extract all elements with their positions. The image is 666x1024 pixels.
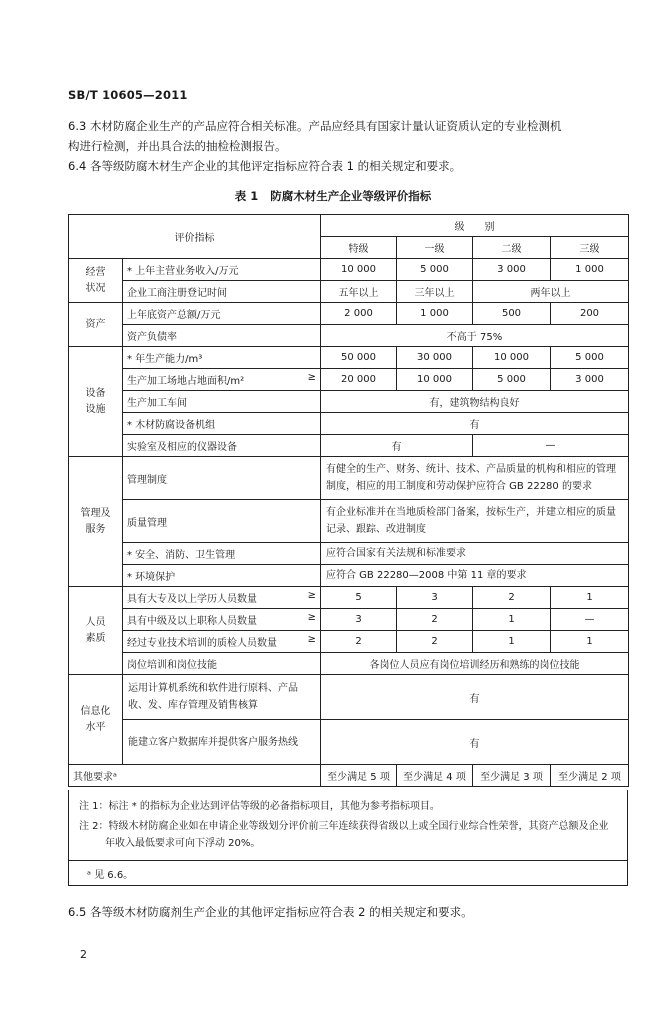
indicator-label: * 环境保护 bbox=[123, 565, 321, 587]
value-cell: 应符合 GB 22280—2008 中第 11 章的要求 bbox=[321, 565, 629, 587]
indicator-label: 质量管理 bbox=[123, 500, 321, 543]
value-cell: 五年以上 bbox=[321, 281, 397, 303]
group-informatization: 信息化 水平 bbox=[69, 675, 123, 765]
header-grade-3: 三级 bbox=[551, 237, 629, 259]
value-cell: 500 bbox=[473, 303, 551, 325]
value-cell: 3 bbox=[397, 587, 473, 609]
paragraph-6-4 bbox=[68, 156, 628, 176]
paragraph-text: 木材防腐企业生产的产品应符合相关标准。产品应经具有国家计量认证资质认定的专业检测机 bbox=[90, 119, 562, 133]
group-assets: 资产 bbox=[69, 303, 123, 347]
header-level: 级 别 bbox=[321, 215, 629, 237]
paragraph-6-3 bbox=[68, 116, 628, 156]
indicator-label: 运用计算机系统和软件进行原料、产品收、发、库存管理及销售核算 bbox=[123, 675, 321, 720]
page-number: 2 bbox=[80, 948, 87, 961]
indicator-label: 能建立客户数据库并提供客户服务热线 bbox=[123, 720, 321, 765]
value-cell: — bbox=[551, 609, 629, 631]
value-cell: 5 000 bbox=[551, 347, 629, 369]
value-cell: 200 bbox=[551, 303, 629, 325]
group-personnel: 人员 素质 bbox=[69, 587, 123, 675]
group-management: 管理及 服务 bbox=[69, 457, 123, 587]
value-cell: 应符合国家有关法规和标准要求 bbox=[321, 543, 629, 565]
header-grade-2: 二级 bbox=[473, 237, 551, 259]
value-cell: 两年以上 bbox=[473, 281, 629, 303]
value-cell: 5 bbox=[321, 587, 397, 609]
clause-number: 6.5 bbox=[68, 905, 87, 919]
indicator-label: 具有大专及以上学历人员数量 ≥ bbox=[123, 587, 321, 609]
value-cell: 1 bbox=[551, 631, 629, 653]
indicator-label: 实验室及相应的仪器设备 bbox=[123, 435, 321, 457]
value-cell: 2 000 bbox=[321, 303, 397, 325]
table-number: 表 1 bbox=[234, 189, 259, 203]
indicator-label-other-requirements: 其他要求ᵃ bbox=[69, 765, 321, 787]
value-cell: 20 000 bbox=[321, 369, 397, 391]
footnote-divider bbox=[69, 860, 627, 861]
indicator-label: 生产加工车间 bbox=[123, 391, 321, 413]
value-cell: 50 000 bbox=[321, 347, 397, 369]
value-cell: 10 000 bbox=[397, 369, 473, 391]
clause-number: 6.3 bbox=[68, 119, 87, 133]
indicator-label: 上年底资产总额/万元 bbox=[123, 303, 321, 325]
value-cell: 有 bbox=[321, 413, 629, 435]
value-cell: 有，建筑物结构良好 bbox=[321, 391, 629, 413]
indicator-label: 企业工商注册登记时间 bbox=[123, 281, 321, 303]
value-cell: 1 000 bbox=[397, 303, 473, 325]
header-indicator: 评价指标 bbox=[69, 215, 321, 259]
indicator-label: 生产加工场地占地面积/m² ≥ bbox=[123, 369, 321, 391]
table-caption bbox=[0, 188, 666, 204]
indicator-label: 资产负债率 bbox=[123, 325, 321, 347]
group-business: 经营 状况 bbox=[69, 259, 123, 303]
value-cell: 至少满足 4 项 bbox=[397, 765, 473, 787]
standard-number-header: SB/T 10605—2011 bbox=[68, 88, 188, 102]
table-notes bbox=[68, 790, 628, 886]
value-cell: 至少满足 3 项 bbox=[473, 765, 551, 787]
value-cell: 2 bbox=[397, 609, 473, 631]
paragraph-text: 各等级木材防腐剂生产企业的其他评定指标应符合表 2 的相关规定和要求。 bbox=[90, 905, 473, 919]
header-grade-special: 特级 bbox=[321, 237, 397, 259]
value-cell: 2 bbox=[473, 587, 551, 609]
value-cell: 10 000 bbox=[321, 259, 397, 281]
table-footnote: ᵃ 见 6.6。 bbox=[87, 870, 134, 881]
indicator-label: * 上年主营业务收入/万元 bbox=[123, 259, 321, 281]
indicator-label: * 木材防腐设备机组 bbox=[123, 413, 321, 435]
value-cell: 5 000 bbox=[473, 369, 551, 391]
value-cell: 2 bbox=[397, 631, 473, 653]
value-cell: 3 000 bbox=[473, 259, 551, 281]
paragraph-text: 各等级防腐木材生产企业的其他评定指标应符合表 1 的相关规定和要求。 bbox=[90, 159, 462, 173]
indicator-label: 具有中级及以上职称人员数量 ≥ bbox=[123, 609, 321, 631]
indicator-label: 管理制度 bbox=[123, 457, 321, 500]
value-cell: 30 000 bbox=[397, 347, 473, 369]
value-cell: 10 000 bbox=[473, 347, 551, 369]
value-cell: 5 000 bbox=[397, 259, 473, 281]
indicator-label: 岗位培训和岗位技能 bbox=[123, 653, 321, 675]
value-cell: 至少满足 5 项 bbox=[321, 765, 397, 787]
header-grade-1: 一级 bbox=[397, 237, 473, 259]
group-equipment: 设备 设施 bbox=[69, 347, 123, 457]
value-cell: 不高于 75% bbox=[321, 325, 629, 347]
paragraph-6-5 bbox=[68, 902, 628, 922]
value-cell: 各岗位人员应有岗位培训经历和熟练的岗位技能 bbox=[321, 653, 629, 675]
value-cell: 有 bbox=[321, 435, 473, 457]
indicator-label: * 安全、消防、卫生管理 bbox=[123, 543, 321, 565]
value-cell: 至少满足 2 项 bbox=[551, 765, 629, 787]
value-cell: 三年以上 bbox=[397, 281, 473, 303]
value-cell: 有 bbox=[321, 675, 629, 720]
paragraph-text-continued: 构进行检测，并出具合法的抽检检测报告。 bbox=[68, 139, 287, 153]
table-note-1: 注 1：标注 * 的指标为企业达到评估等级的必备指标项目，其他为参考指标项目。 bbox=[79, 801, 440, 812]
indicator-label: * 年生产能力/m³ bbox=[123, 347, 321, 369]
value-cell: 3 000 bbox=[551, 369, 629, 391]
value-cell: 有健全的生产、财务、统计、技术、产品质量的机构和相应的管理制度，相应的用工制度和劳动保护应符合 GB 22280 的要求 bbox=[321, 457, 629, 500]
value-cell: 有 bbox=[321, 720, 629, 765]
grading-table bbox=[68, 214, 629, 787]
clause-number: 6.4 bbox=[68, 159, 87, 173]
value-cell: 1 bbox=[473, 631, 551, 653]
table-note-2: 注 2：特级木材防腐企业如在申请企业等级划分评价前三年连续获得省级以上或全国行业综合性荣誉，其资产总额及企业年收入最低要求可向下浮动 20%。 bbox=[79, 821, 609, 849]
value-cell: 有企业标准并在当地质检部门备案，按标生产，并建立相应的质量记录、跟踪、改进制度 bbox=[321, 500, 629, 543]
indicator-label: 经过专业技术培训的质检人员数量 ≥ bbox=[123, 631, 321, 653]
value-cell: 2 bbox=[321, 631, 397, 653]
value-cell: 1 bbox=[551, 587, 629, 609]
value-cell: 3 bbox=[321, 609, 397, 631]
value-cell: — bbox=[473, 435, 629, 457]
value-cell: 1 000 bbox=[551, 259, 629, 281]
value-cell: 1 bbox=[473, 609, 551, 631]
table-title: 防腐木材生产企业等级评价指标 bbox=[270, 189, 432, 203]
